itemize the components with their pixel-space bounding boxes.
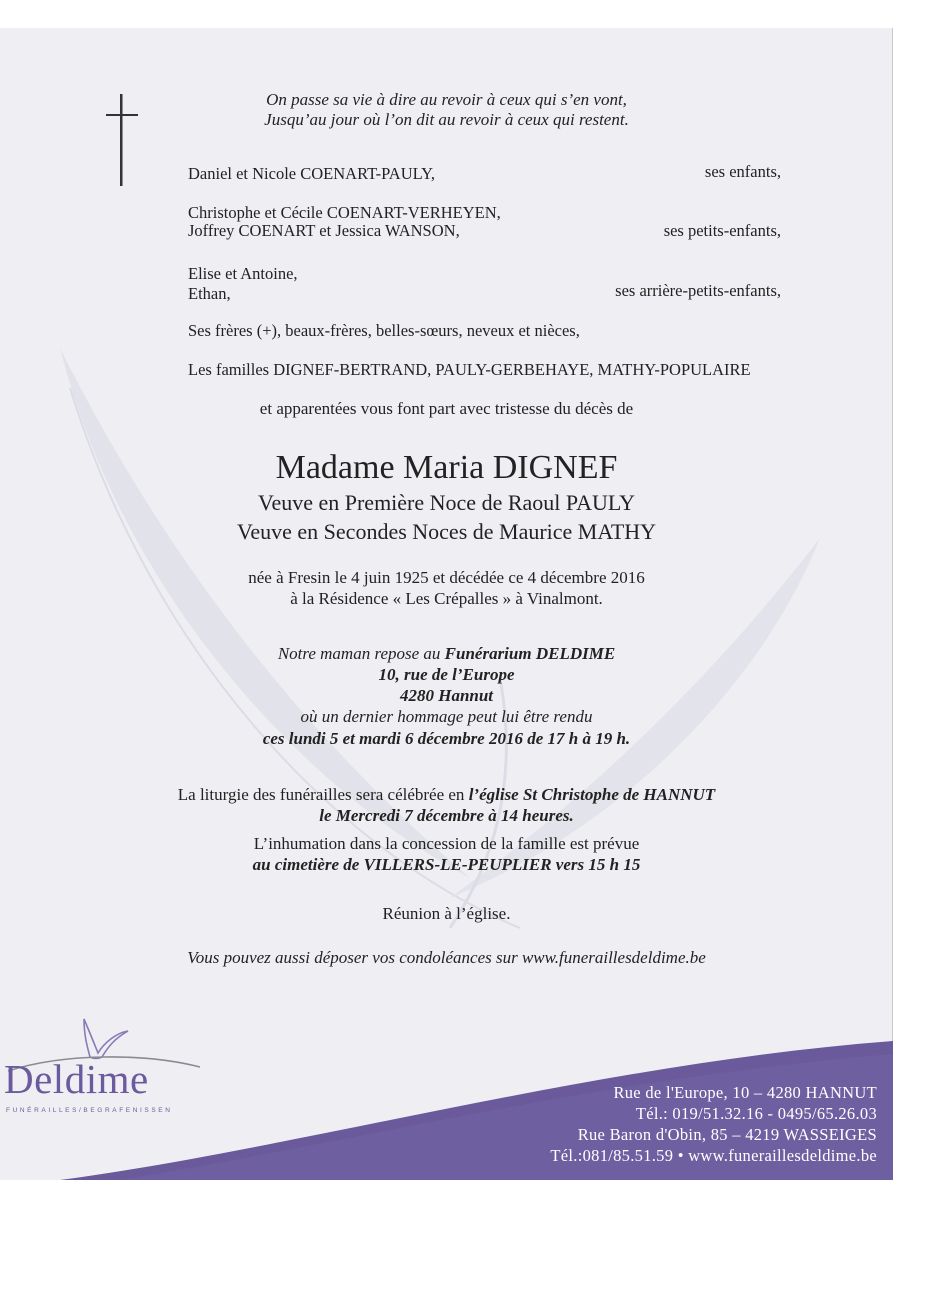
family-greatgrandchildren-relation: ses arrière-petits-enfants, <box>615 281 781 300</box>
quote-line-2: Jusqu’au jour où l’on dit au revoir à ceux qui restent. <box>264 110 629 129</box>
family-greatgrandchildren-name-1: Elise et Antoine, <box>188 264 298 283</box>
burial-line-2: au cimetière de VILLERS-LE-PEUPLIER vers 15 h 15 <box>252 855 641 874</box>
rest-line-1-text: Notre maman repose au <box>277 644 445 663</box>
reunion-line: Réunion à l’église. <box>382 904 511 923</box>
family-children-relation: ses enfants, <box>704 162 781 181</box>
rest-address-street: 10, rue de l’Europe <box>378 665 515 684</box>
liturgy-date: le Mercredi 7 décembre à 14 heures. <box>319 806 574 825</box>
logo-wordmark: Deldime <box>4 1056 149 1102</box>
widow-line-1: Veuve en Première Noce de Raoul PAULY <box>258 490 635 515</box>
funerarium-name: Funérarium DELDIME <box>444 644 616 663</box>
footer-address-2: Rue Baron d'Obin, 85 – 4219 WASSEIGES <box>577 1125 877 1144</box>
family-children-names: Daniel et Nicole COENART-PAULY, <box>188 164 435 183</box>
condolences-line: Vous pouvez aussi déposer vos condoléances sur www.funeraillesdeldime.be <box>187 948 706 967</box>
dates-line-1: née à Fresin le 4 juin 1925 et décédée ce 4 décembre 2016 <box>248 568 645 587</box>
deceased-name: Madame Maria DIGNEF <box>275 449 618 486</box>
quote-line-1: On passe sa vie à dire au revoir à ceux qui s’en vont, <box>266 90 627 109</box>
church-name: l’église St Christophe de HANNUT <box>468 785 716 804</box>
deldime-logo <box>4 1013 204 1123</box>
footer-band <box>0 28 893 1180</box>
footer-phone-1: Tél.: 019/51.32.16 - 0495/65.26.03 <box>635 1104 877 1123</box>
obituary-sheet <box>0 28 893 1180</box>
family-grandchildren-name-2: Joffrey COENART et Jessica WANSON, <box>188 221 460 240</box>
announcement: et apparentées vous font part avec tristesse du décès de <box>259 399 634 418</box>
footer-address-1: Rue de l'Europe, 10 – 4280 HANNUT <box>613 1083 877 1102</box>
family-greatgrandchildren-name-2: Ethan, <box>188 284 231 303</box>
family-grandchildren-name-1: Christophe et Cécile COENART-VERHEYEN, <box>188 203 501 222</box>
footer-phone-2: Tél.:081/85.51.59 • www.funeraillesdeldime.be <box>550 1146 877 1165</box>
visiting-hours: ces lundi 5 et mardi 6 décembre 2016 de 17 h à 19 h. <box>262 729 631 748</box>
rest-line-4: où un dernier hommage peut lui être rendu <box>300 707 593 726</box>
families-line: Les familles DIGNEF-BERTRAND, PAULY-GERBEHAYE, MATHY-POPULAIRE <box>188 360 751 379</box>
burial-line-1: L’inhumation dans la concession de la famille est prévue <box>253 834 640 853</box>
widow-line-2: Veuve en Secondes Noces de Maurice MATHY <box>236 519 657 544</box>
dates-line-2: à la Résidence « Les Crépalles » à Vinalmont. <box>290 589 603 608</box>
siblings-line: Ses frères (+), beaux-frères, belles-sœurs, neveux et nièces, <box>188 321 580 340</box>
liturgy-text: La liturgie des funérailles sera célébrée en <box>177 785 469 804</box>
logo-tagline: FUNÉRAILLES/BEGRAFENISSEN <box>6 1107 173 1114</box>
rest-address-city: 4280 Hannut <box>399 686 494 705</box>
family-grandchildren-relation: ses petits-enfants, <box>663 221 781 240</box>
